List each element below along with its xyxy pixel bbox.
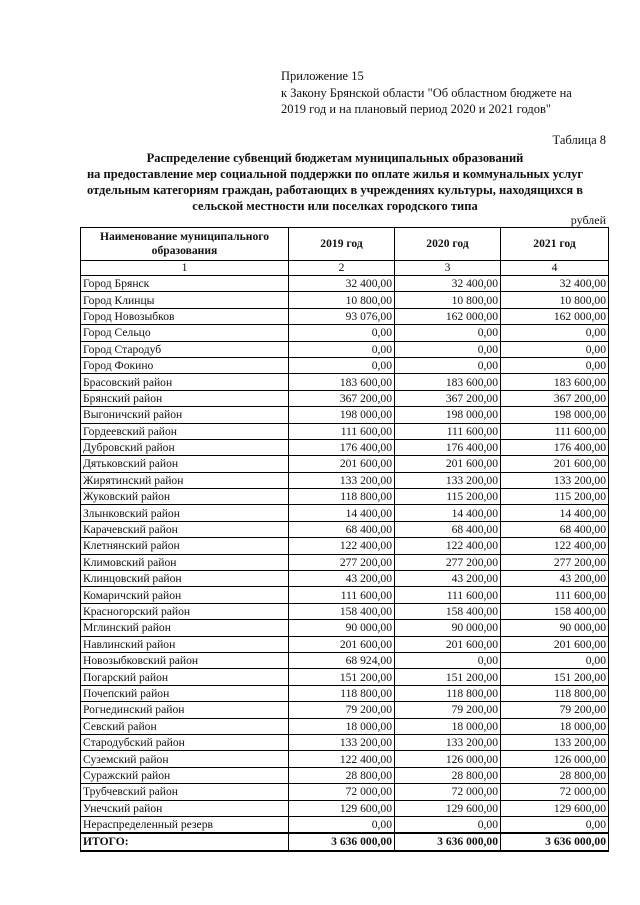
row-name: Суземский район (81, 751, 289, 767)
value-2021: 32 400,00 (501, 276, 609, 292)
table-row (81, 538, 609, 554)
row-name: Дубровский район (81, 439, 289, 455)
value-2019: 122 400,00 (289, 751, 395, 767)
value-2021: 10 800,00 (501, 292, 609, 308)
row-name: Злынковский район (81, 505, 289, 521)
value-2021: 277 200,00 (501, 554, 609, 570)
col-number: 4 (501, 261, 609, 276)
table-row (81, 751, 609, 767)
table-row (81, 374, 609, 390)
value-2019: 32 400,00 (289, 276, 395, 292)
appendix-line: 2019 год и на плановый период 2020 и 2021 годов" (281, 102, 551, 116)
value-2020: 90 000,00 (395, 620, 501, 636)
value-2019: 79 200,00 (289, 702, 395, 718)
row-name: Навлинский район (81, 636, 289, 652)
col-header-2020: 2020 год (395, 228, 501, 261)
table-row (81, 423, 609, 439)
value-2020: 133 200,00 (395, 472, 501, 488)
row-name: Красногорский район (81, 603, 289, 619)
value-2019: 118 800,00 (289, 685, 395, 701)
value-2020: 277 200,00 (395, 554, 501, 570)
row-name: Жирятинский район (81, 472, 289, 488)
table-row (81, 554, 609, 570)
value-2019: 183 600,00 (289, 374, 395, 390)
row-name: Город Фокино (81, 357, 289, 373)
table-row (81, 456, 609, 472)
value-2019: 129 600,00 (289, 800, 395, 816)
value-2021: 367 200,00 (501, 390, 609, 406)
value-2021: 0,00 (501, 652, 609, 668)
col-header-2021: 2021 год (501, 228, 609, 261)
table-row (81, 636, 609, 652)
value-2021: 90 000,00 (501, 620, 609, 636)
appendix-line: Приложение 15 (281, 69, 364, 83)
row-name: Почепский район (81, 685, 289, 701)
row-name: Суражский район (81, 767, 289, 783)
title-line: Распределение субвенций бюджетам муниципальных образований (146, 151, 524, 165)
value-2021: 122 400,00 (501, 538, 609, 554)
title-line: на предоставление мер социальной поддержки по оплате жилья и коммунальных услуг (86, 167, 584, 181)
value-2021: 111 600,00 (501, 423, 609, 439)
title-line: отдельным категориям граждан, работающих в учреждениях культуры, находящихся в (86, 183, 583, 197)
table-row (81, 505, 609, 521)
value-2021: 126 000,00 (501, 751, 609, 767)
value-2020: 0,00 (395, 357, 501, 373)
value-2021: 43 200,00 (501, 571, 609, 587)
row-name: Клинцовский район (81, 571, 289, 587)
value-2021: 129 600,00 (501, 800, 609, 816)
value-2021: 158 400,00 (501, 603, 609, 619)
value-2019: 158 400,00 (289, 603, 395, 619)
value-2021: 111 600,00 (501, 587, 609, 603)
value-2020: 0,00 (395, 816, 501, 833)
table-row (81, 652, 609, 668)
value-2020: 18 000,00 (395, 718, 501, 734)
total-2020: 3 636 000,00 (395, 833, 501, 850)
value-2020: 10 800,00 (395, 292, 501, 308)
value-2019: 198 000,00 (289, 407, 395, 423)
appendix-line: к Закону Брянской области "Об областном бюджете на (281, 85, 572, 100)
value-2020: 367 200,00 (395, 390, 501, 406)
col-header-name: Наименование муниципального образования (81, 228, 289, 261)
value-2020: 151 200,00 (395, 669, 501, 685)
table-row (81, 702, 609, 718)
row-name: Город Клинцы (81, 292, 289, 308)
value-2019: 133 200,00 (289, 472, 395, 488)
table-row (81, 784, 609, 800)
value-2019: 93 076,00 (289, 308, 395, 324)
appendix-heading (281, 68, 572, 118)
total-row (81, 833, 609, 850)
value-2019: 28 800,00 (289, 767, 395, 783)
table-row (81, 390, 609, 406)
total-label: ИТОГО: (81, 833, 289, 850)
value-2020: 133 200,00 (395, 734, 501, 750)
value-2019: 111 600,00 (289, 587, 395, 603)
value-2021: 118 800,00 (501, 685, 609, 701)
row-name: Выгоничский район (81, 407, 289, 423)
row-name: Жуковский район (81, 489, 289, 505)
col-number: 1 (81, 261, 289, 276)
value-2019: 14 400,00 (289, 505, 395, 521)
row-name: Город Стародуб (81, 341, 289, 357)
value-2021: 151 200,00 (501, 669, 609, 685)
value-2019: 151 200,00 (289, 669, 395, 685)
value-2021: 162 000,00 (501, 308, 609, 324)
col-number: 3 (395, 261, 501, 276)
value-2019: 0,00 (289, 357, 395, 373)
value-2021: 0,00 (501, 816, 609, 833)
value-2019: 201 600,00 (289, 636, 395, 652)
table-row (81, 439, 609, 455)
table-row (81, 407, 609, 423)
col-header-2019: 2019 год (289, 228, 395, 261)
table-row (81, 472, 609, 488)
value-2020: 201 600,00 (395, 456, 501, 472)
value-2020: 43 200,00 (395, 571, 501, 587)
value-2021: 28 800,00 (501, 767, 609, 783)
value-2020: 68 400,00 (395, 521, 501, 537)
table-number: Таблица 8 (552, 133, 606, 147)
value-2020: 111 600,00 (395, 587, 501, 603)
value-2019: 18 000,00 (289, 718, 395, 734)
value-2019: 68 924,00 (289, 652, 395, 668)
row-name: Город Брянск (81, 276, 289, 292)
table-row (81, 325, 609, 341)
table-row (81, 341, 609, 357)
table-row (81, 685, 609, 701)
document-title (70, 150, 600, 214)
value-2019: 90 000,00 (289, 620, 395, 636)
row-name: Карачевский район (81, 521, 289, 537)
value-2019: 367 200,00 (289, 390, 395, 406)
value-2021: 0,00 (501, 341, 609, 357)
table-row (81, 734, 609, 750)
row-name: Стародубский район (81, 734, 289, 750)
table-row (81, 800, 609, 816)
title-line: сельской местности или поселках городского типа (192, 199, 478, 213)
column-number-row (81, 261, 609, 276)
table-row (81, 276, 609, 292)
row-name: Новозыбковский район (81, 652, 289, 668)
value-2019: 72 000,00 (289, 784, 395, 800)
value-2020: 176 400,00 (395, 439, 501, 455)
units-label: рублей (570, 213, 606, 227)
table-row (81, 603, 609, 619)
table-row (81, 521, 609, 537)
row-name: Гордеевский район (81, 423, 289, 439)
table-row (81, 587, 609, 603)
value-2020: 183 600,00 (395, 374, 501, 390)
row-name: Севский район (81, 718, 289, 734)
table-row (81, 357, 609, 373)
value-2021: 68 400,00 (501, 521, 609, 537)
value-2020: 0,00 (395, 341, 501, 357)
value-2020: 28 800,00 (395, 767, 501, 783)
value-2021: 0,00 (501, 325, 609, 341)
table-row (81, 620, 609, 636)
row-name: Нераспределенный резерв (81, 816, 289, 833)
value-2021: 183 600,00 (501, 374, 609, 390)
value-2020: 14 400,00 (395, 505, 501, 521)
row-name: Мглинский район (81, 620, 289, 636)
value-2019: 10 800,00 (289, 292, 395, 308)
value-2021: 72 000,00 (501, 784, 609, 800)
value-2021: 14 400,00 (501, 505, 609, 521)
value-2020: 0,00 (395, 652, 501, 668)
header-row (81, 228, 609, 261)
value-2021: 133 200,00 (501, 734, 609, 750)
value-2021: 176 400,00 (501, 439, 609, 455)
value-2020: 162 000,00 (395, 308, 501, 324)
value-2019: 0,00 (289, 341, 395, 357)
value-2019: 0,00 (289, 816, 395, 833)
value-2021: 79 200,00 (501, 702, 609, 718)
row-name: Унечский район (81, 800, 289, 816)
value-2019: 43 200,00 (289, 571, 395, 587)
value-2019: 201 600,00 (289, 456, 395, 472)
total-2019: 3 636 000,00 (289, 833, 395, 850)
value-2020: 79 200,00 (395, 702, 501, 718)
value-2020: 0,00 (395, 325, 501, 341)
value-2020: 158 400,00 (395, 603, 501, 619)
value-2021: 201 600,00 (501, 456, 609, 472)
value-2019: 118 800,00 (289, 489, 395, 505)
value-2020: 118 800,00 (395, 685, 501, 701)
value-2019: 68 400,00 (289, 521, 395, 537)
value-2021: 0,00 (501, 357, 609, 373)
row-name: Город Новозыбков (81, 308, 289, 324)
table-row (81, 308, 609, 324)
value-2020: 111 600,00 (395, 423, 501, 439)
value-2019: 277 200,00 (289, 554, 395, 570)
value-2019: 176 400,00 (289, 439, 395, 455)
table-body (81, 276, 609, 834)
value-2020: 126 000,00 (395, 751, 501, 767)
value-2021: 133 200,00 (501, 472, 609, 488)
table-row (81, 489, 609, 505)
table-row (81, 571, 609, 587)
row-name: Брянский район (81, 390, 289, 406)
value-2020: 32 400,00 (395, 276, 501, 292)
table-row (81, 669, 609, 685)
row-name: Клетнянский район (81, 538, 289, 554)
value-2020: 122 400,00 (395, 538, 501, 554)
value-2020: 115 200,00 (395, 489, 501, 505)
table-row (81, 816, 609, 833)
value-2019: 133 200,00 (289, 734, 395, 750)
value-2020: 72 000,00 (395, 784, 501, 800)
row-name: Трубчевский район (81, 784, 289, 800)
row-name: Погарский район (81, 669, 289, 685)
col-number: 2 (289, 261, 395, 276)
value-2020: 129 600,00 (395, 800, 501, 816)
subvention-table (80, 227, 609, 852)
value-2021: 201 600,00 (501, 636, 609, 652)
total-2021: 3 636 000,00 (501, 833, 609, 850)
table-row (81, 292, 609, 308)
row-name: Город Сельцо (81, 325, 289, 341)
value-2019: 122 400,00 (289, 538, 395, 554)
row-name: Брасовский район (81, 374, 289, 390)
row-name: Климовский район (81, 554, 289, 570)
value-2020: 201 600,00 (395, 636, 501, 652)
value-2021: 115 200,00 (501, 489, 609, 505)
value-2021: 18 000,00 (501, 718, 609, 734)
table-row (81, 718, 609, 734)
row-name: Комаричский район (81, 587, 289, 603)
table-row (81, 767, 609, 783)
value-2019: 111 600,00 (289, 423, 395, 439)
value-2019: 0,00 (289, 325, 395, 341)
row-name: Дятьковский район (81, 456, 289, 472)
row-name: Рогнединский район (81, 702, 289, 718)
value-2020: 198 000,00 (395, 407, 501, 423)
value-2021: 198 000,00 (501, 407, 609, 423)
